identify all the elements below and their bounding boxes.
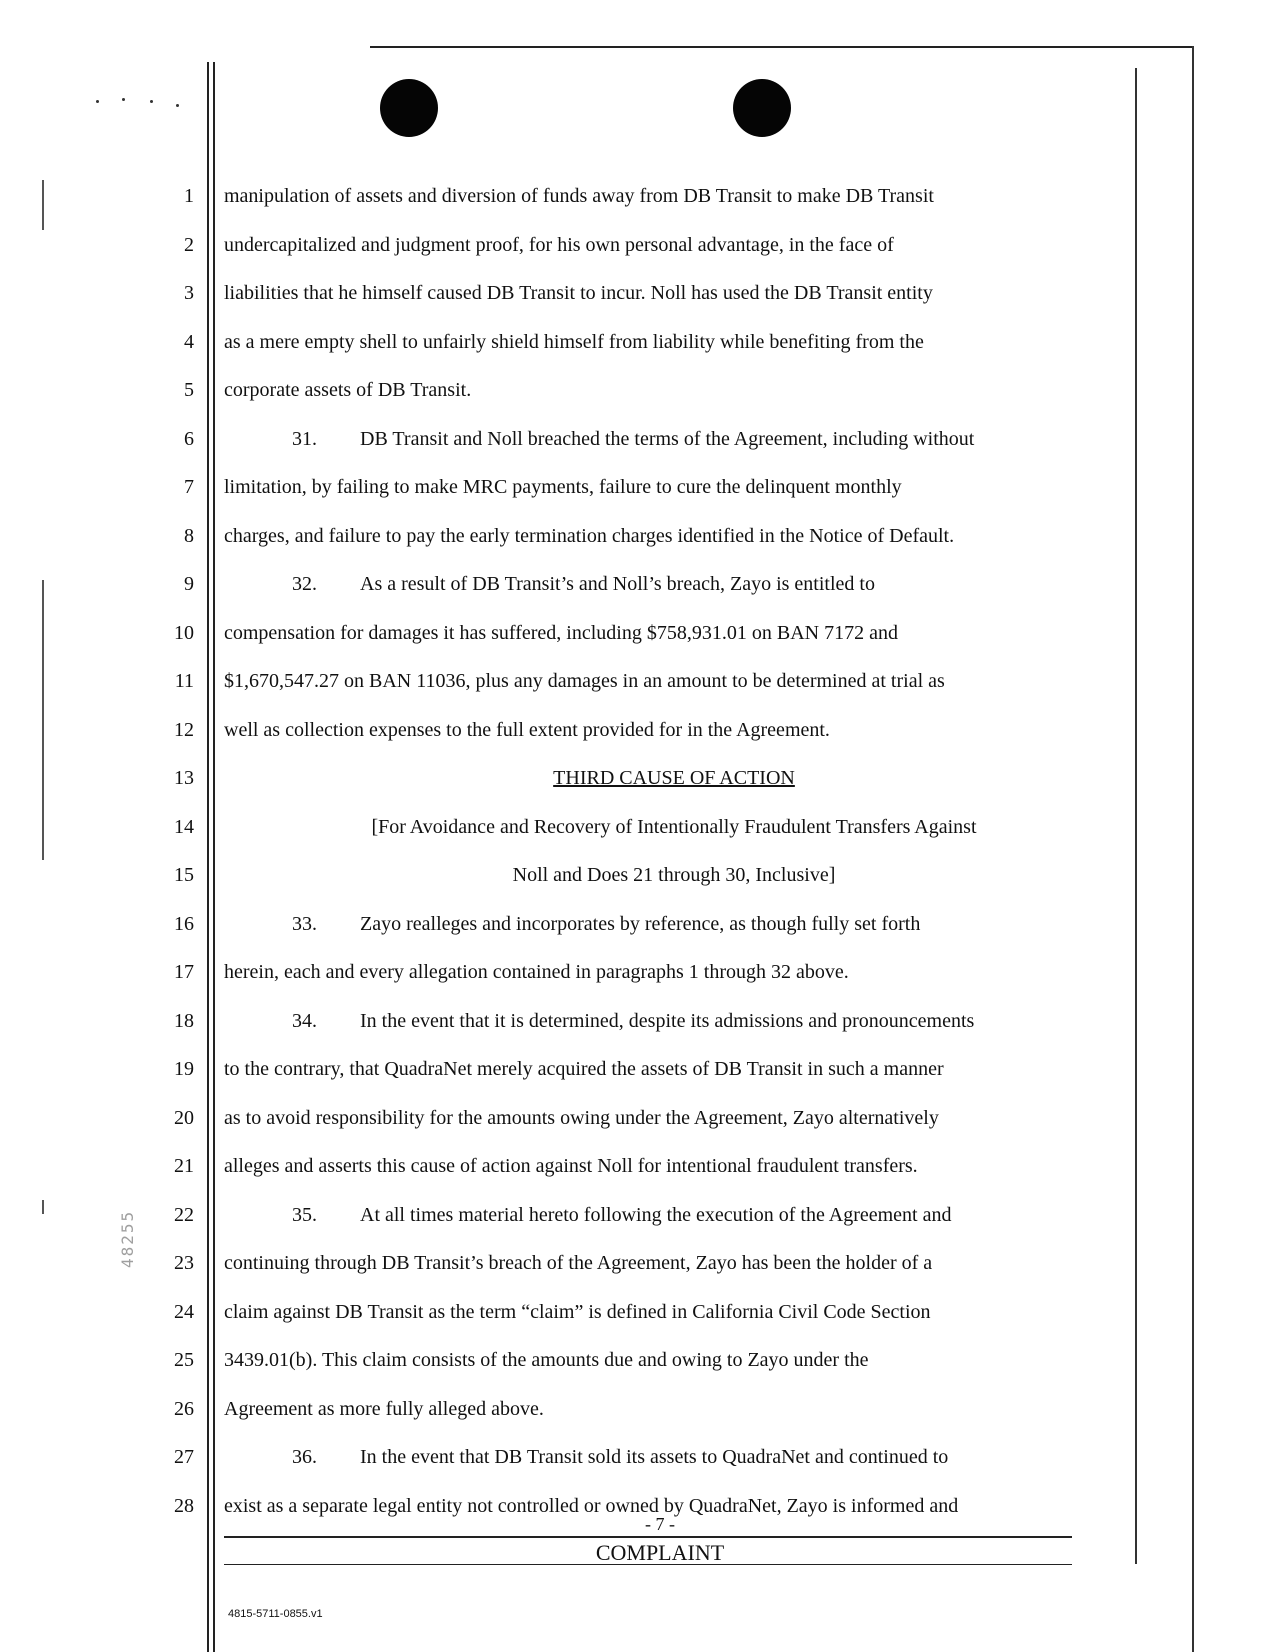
- section-subheading: [For Avoidance and Recovery of Intentionally Fraudulent Transfers Against: [371, 816, 977, 838]
- line-number: 12: [174, 719, 194, 741]
- paragraph-text: In the event that DB Transit sold its assets to QuadraNet and continued to: [360, 1446, 949, 1468]
- line-number: 2: [184, 234, 194, 256]
- line-number: 25: [174, 1349, 194, 1371]
- line-number: 13: [174, 767, 194, 789]
- scan-speck: [122, 98, 125, 101]
- pleading-line: as a mere empty shell to unfairly shield himself from liability while benefiting from the: [224, 331, 924, 353]
- line-number: 23: [174, 1252, 194, 1274]
- pleading-line: alleges and asserts this cause of action against Noll for intentional fraudulent transfers.: [224, 1155, 918, 1177]
- line-number: 24: [174, 1301, 194, 1323]
- punch-hole-left: [380, 79, 438, 137]
- pleading-line: exist as a separate legal entity not controlled or owned by QuadraNet, Zayo is informed and: [224, 1495, 959, 1517]
- pleading-line: [224, 572, 1192, 596]
- pleading-line: claim against DB Transit as the term “claim” is defined in California Civil Code Section: [224, 1301, 931, 1323]
- right-page-edge: [1192, 46, 1194, 1652]
- line-number: 9: [184, 573, 194, 595]
- punch-hole-right: [733, 79, 791, 137]
- pleading-line: [224, 766, 1124, 790]
- pleading-line: [224, 1445, 1192, 1469]
- pleading-line: [224, 912, 1192, 936]
- line-number: 16: [174, 913, 194, 935]
- pleading-line: manipulation of assets and diversion of funds away from DB Transit to make DB Transit: [224, 185, 934, 207]
- line-number: 1: [184, 185, 194, 207]
- document-id: 4815-5711-0855.v1: [228, 1608, 323, 1620]
- paragraph-number: 35.: [292, 1204, 317, 1226]
- pleading-line: charges, and failure to pay the early termination charges identified in the Notice of Default.: [224, 525, 955, 547]
- side-stamp: 48255: [118, 1209, 137, 1268]
- pleading-line: herein, each and every allegation contained in paragraphs 1 through 32 above.: [224, 961, 849, 983]
- footer-title: COMPLAINT: [595, 1540, 725, 1565]
- pleading-line: $1,670,547.27 on BAN 11036, plus any damages in an amount to be determined at trial as: [224, 670, 945, 692]
- scan-speck: [150, 100, 153, 103]
- pleading-line: Agreement as more fully alleged above.: [224, 1398, 544, 1420]
- scan-speck: [176, 104, 179, 107]
- left-margin-rule-inner: [213, 62, 215, 1652]
- line-number: 10: [174, 622, 194, 644]
- pleading-line: [224, 1009, 1192, 1033]
- pleading-line: [224, 427, 1192, 451]
- paragraph-text: Zayo realleges and incorporates by reference, as though fully set forth: [360, 913, 921, 935]
- scan-mark: [42, 1200, 44, 1214]
- paragraph-text: At all times material hereto following the execution of the Agreement and: [360, 1204, 952, 1226]
- line-number: 21: [174, 1155, 194, 1177]
- scan-mark: [42, 180, 44, 230]
- paragraph-number: 32.: [292, 573, 317, 595]
- pleading-line: to the contrary, that QuadraNet merely acquired the assets of DB Transit in such a manner: [224, 1058, 944, 1080]
- pleading-line: limitation, by failing to make MRC payments, failure to cure the delinquent monthly: [224, 476, 902, 498]
- pleading-line: 3439.01(b). This claim consists of the amounts due and owing to Zayo under the: [224, 1349, 869, 1371]
- left-margin-rule: [207, 62, 209, 1652]
- scan-speck: [96, 100, 99, 103]
- footer-rule: [224, 1536, 1072, 1538]
- line-number: 8: [184, 525, 194, 547]
- line-number: 19: [174, 1058, 194, 1080]
- section-subheading: Noll and Does 21 through 30, Inclusive]: [512, 864, 836, 886]
- pleading-line: corporate assets of DB Transit.: [224, 379, 472, 401]
- pleading-line: [224, 1203, 1192, 1227]
- line-number: 5: [184, 379, 194, 401]
- pleading-line: undercapitalized and judgment proof, for his own personal advantage, in the face of: [224, 234, 894, 256]
- line-number: 26: [174, 1398, 194, 1420]
- line-number: 14: [174, 816, 194, 838]
- line-number: 6: [184, 428, 194, 450]
- right-margin-rule: [1135, 68, 1137, 1564]
- paragraph-number: 31.: [292, 428, 317, 450]
- paragraph-text: In the event that it is determined, despite its admissions and pronouncements: [360, 1010, 975, 1032]
- pleading-line: liabilities that he himself caused DB Transit to incur. Noll has used the DB Transit entity: [224, 282, 933, 304]
- line-number: 20: [174, 1107, 194, 1129]
- line-number: 18: [174, 1010, 194, 1032]
- paragraph-text: DB Transit and Noll breached the terms of the Agreement, including without: [360, 428, 975, 450]
- page-number: - 7 -: [645, 1514, 675, 1534]
- paragraph-text: As a result of DB Transit’s and Noll’s breach, Zayo is entitled to: [360, 573, 875, 595]
- line-number: 17: [174, 961, 194, 983]
- pleading-line: as to avoid responsibility for the amounts owing under the Agreement, Zayo alternatively: [224, 1107, 939, 1129]
- paragraph-number: 34.: [292, 1010, 317, 1032]
- line-number: 3: [184, 282, 194, 304]
- line-number: 22: [174, 1204, 194, 1226]
- section-heading: THIRD CAUSE OF ACTION: [553, 767, 795, 789]
- top-rule: [370, 46, 1192, 48]
- line-number: 7: [184, 476, 194, 498]
- pleading-line: well as collection expenses to the full extent provided for in the Agreement.: [224, 719, 830, 741]
- pleading-line: compensation for damages it has suffered, including $758,931.01 on BAN 7172 and: [224, 622, 898, 644]
- line-number: 28: [174, 1495, 194, 1517]
- paragraph-number: 36.: [292, 1446, 317, 1468]
- line-number: 4: [184, 331, 194, 353]
- paragraph-number: 33.: [292, 913, 317, 935]
- pleading-line: continuing through DB Transit’s breach of the Agreement, Zayo has been the holder of a: [224, 1252, 933, 1274]
- line-number: 27: [174, 1446, 194, 1468]
- line-number: 11: [174, 670, 194, 692]
- scan-mark: [42, 580, 44, 860]
- line-number: 15: [174, 864, 194, 886]
